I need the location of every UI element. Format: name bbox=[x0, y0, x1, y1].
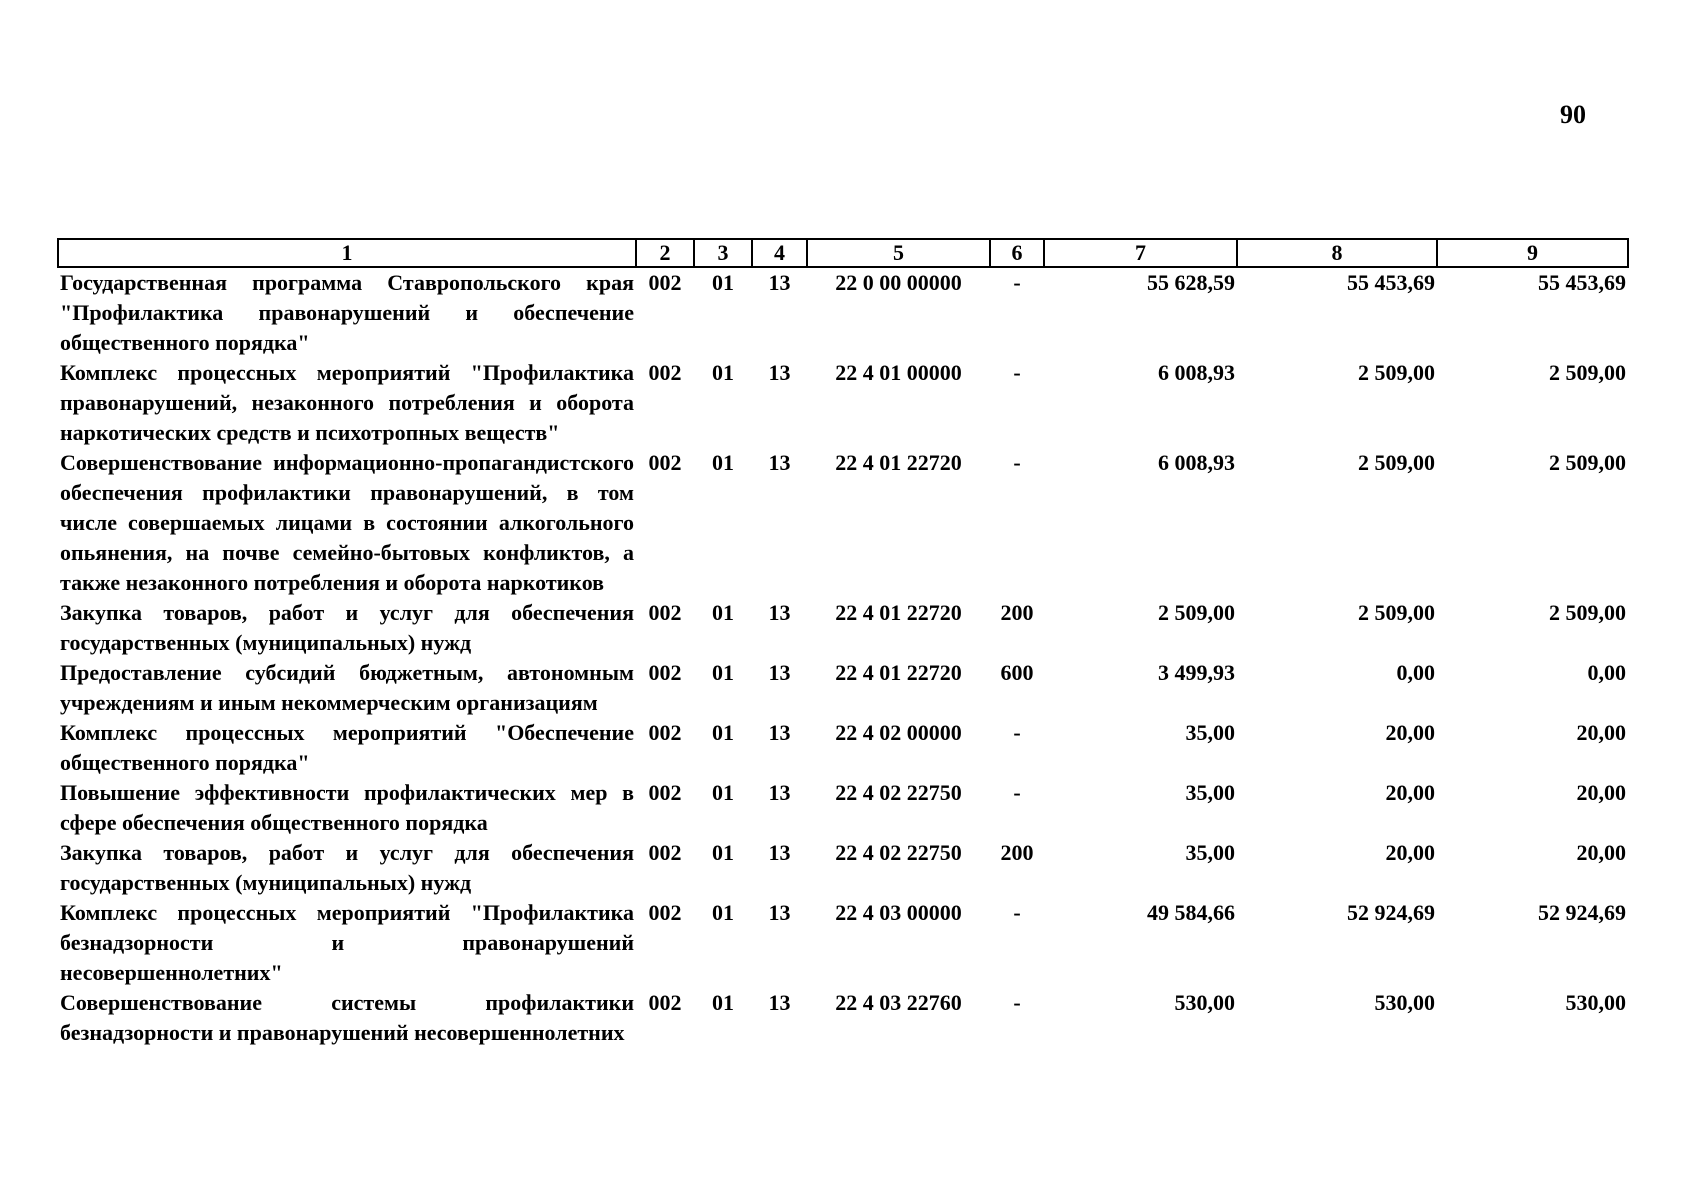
row-col-6: - bbox=[1013, 450, 1021, 475]
row-col-9: 20,00 bbox=[1576, 840, 1626, 865]
table-row bbox=[58, 898, 1628, 988]
row-name: Комплекс процессных мероприятий "Профилактика правонарушений, незаконного потребления и оборота наркотических средств и психотропных веществ" bbox=[60, 360, 634, 445]
row-col-6: - bbox=[1013, 900, 1021, 925]
row-col-6: 200 bbox=[1000, 840, 1034, 865]
row-col-9: 2 509,00 bbox=[1549, 360, 1626, 385]
row-col-8: 0,00 bbox=[1396, 660, 1435, 685]
row-col-8: 20,00 bbox=[1385, 840, 1435, 865]
row-col-9: 20,00 bbox=[1576, 780, 1626, 805]
header-col-6: 6 bbox=[990, 239, 1044, 267]
row-col-9: 530,00 bbox=[1565, 990, 1626, 1015]
row-col-3: 01 bbox=[712, 840, 734, 865]
row-col-3: 01 bbox=[712, 270, 734, 295]
row-col-7: 55 628,59 bbox=[1147, 270, 1235, 295]
row-name: Предоставление субсидий бюджетным, автономным учреждениям и иным некоммерческим организациям bbox=[60, 660, 634, 715]
header-col-5: 5 bbox=[807, 239, 990, 267]
row-col-7: 35,00 bbox=[1185, 780, 1235, 805]
table-row bbox=[58, 778, 1628, 838]
row-col-2: 002 bbox=[648, 600, 682, 625]
table-row bbox=[58, 267, 1628, 358]
row-col-4: 13 bbox=[768, 450, 791, 475]
table-row bbox=[58, 658, 1628, 718]
row-col-8: 530,00 bbox=[1374, 990, 1435, 1015]
row-col-7: 35,00 bbox=[1185, 720, 1235, 745]
row-col-5: 22 0 00 00000 bbox=[835, 270, 962, 295]
row-col-8: 2 509,00 bbox=[1358, 450, 1435, 475]
row-col-4: 13 bbox=[768, 720, 791, 745]
header-col-9: 9 bbox=[1437, 239, 1628, 267]
row-col-5: 22 4 01 00000 bbox=[835, 360, 962, 385]
row-col-6: 600 bbox=[1000, 660, 1034, 685]
row-col-6: - bbox=[1013, 990, 1021, 1015]
table-row bbox=[58, 838, 1628, 898]
row-name: Комплекс процессных мероприятий "Профилактика безнадзорности и правонарушений несовершеннолетних" bbox=[60, 900, 634, 985]
row-col-5: 22 4 01 22720 bbox=[835, 660, 962, 685]
row-col-5: 22 4 03 00000 bbox=[835, 900, 962, 925]
row-col-8: 52 924,69 bbox=[1347, 900, 1435, 925]
row-col-5: 22 4 03 22760 bbox=[835, 990, 962, 1015]
header-col-4: 4 bbox=[752, 239, 807, 267]
row-col-3: 01 bbox=[712, 450, 734, 475]
header-row bbox=[58, 239, 1628, 267]
row-col-8: 2 509,00 bbox=[1358, 600, 1435, 625]
row-col-2: 002 bbox=[648, 780, 682, 805]
budget-table bbox=[57, 238, 1629, 1048]
row-name: Закупка товаров, работ и услуг для обеспечения государственных (муниципальных) нужд bbox=[60, 600, 634, 655]
row-col-7: 530,00 bbox=[1174, 990, 1235, 1015]
row-col-4: 13 bbox=[768, 660, 791, 685]
row-col-7: 3 499,93 bbox=[1158, 660, 1235, 685]
row-col-8: 20,00 bbox=[1385, 780, 1435, 805]
row-col-7: 35,00 bbox=[1185, 840, 1235, 865]
row-col-7: 6 008,93 bbox=[1158, 360, 1235, 385]
header-col-8: 8 bbox=[1237, 239, 1437, 267]
row-col-9: 2 509,00 bbox=[1549, 450, 1626, 475]
row-col-2: 002 bbox=[648, 720, 682, 745]
row-name: Совершенствование информационно-пропагандистского обеспечения профилактики правонарушений, в том числе совершаемых лицами в состоянии алкогольного опьянения, на почве семейно-бытовых конфликтов, а также незаконного потребления и оборота наркотиков bbox=[60, 450, 634, 595]
row-col-2: 002 bbox=[648, 990, 682, 1015]
row-col-3: 01 bbox=[712, 780, 734, 805]
row-col-9: 2 509,00 bbox=[1549, 600, 1626, 625]
row-col-8: 20,00 bbox=[1385, 720, 1435, 745]
row-name: Комплекс процессных мероприятий "Обеспечение общественного порядка" bbox=[60, 720, 634, 775]
row-col-5: 22 4 01 22720 bbox=[835, 600, 962, 625]
row-col-4: 13 bbox=[768, 600, 791, 625]
row-col-2: 002 bbox=[648, 450, 682, 475]
row-col-9: 55 453,69 bbox=[1538, 270, 1626, 295]
row-col-8: 2 509,00 bbox=[1358, 360, 1435, 385]
page-number: 90 bbox=[1560, 100, 1586, 129]
row-col-8: 55 453,69 bbox=[1347, 270, 1435, 295]
row-col-5: 22 4 02 22750 bbox=[835, 840, 962, 865]
row-col-9: 0,00 bbox=[1587, 660, 1626, 685]
row-col-9: 20,00 bbox=[1576, 720, 1626, 745]
row-col-6: - bbox=[1013, 270, 1021, 295]
row-name: Закупка товаров, работ и услуг для обеспечения государственных (муниципальных) нужд bbox=[60, 840, 634, 895]
row-col-3: 01 bbox=[712, 360, 734, 385]
row-col-6: - bbox=[1013, 780, 1021, 805]
row-col-2: 002 bbox=[648, 660, 682, 685]
row-col-5: 22 4 02 22750 bbox=[835, 780, 962, 805]
row-col-4: 13 bbox=[768, 360, 791, 385]
row-col-6: - bbox=[1013, 720, 1021, 745]
header-col-7: 7 bbox=[1044, 239, 1237, 267]
table-row bbox=[58, 448, 1628, 598]
row-col-3: 01 bbox=[712, 660, 734, 685]
row-col-3: 01 bbox=[712, 990, 734, 1015]
row-col-2: 002 bbox=[648, 270, 682, 295]
row-col-4: 13 bbox=[768, 780, 791, 805]
row-col-7: 2 509,00 bbox=[1158, 600, 1235, 625]
row-col-7: 6 008,93 bbox=[1158, 450, 1235, 475]
table-row bbox=[58, 718, 1628, 778]
header-col-2: 2 bbox=[636, 239, 694, 267]
table-row bbox=[58, 358, 1628, 448]
table-row bbox=[58, 598, 1628, 658]
row-col-4: 13 bbox=[768, 840, 791, 865]
row-name: Совершенствование системы профилактики безнадзорности и правонарушений несовершеннолетних bbox=[60, 990, 634, 1045]
row-col-3: 01 bbox=[712, 600, 734, 625]
row-col-4: 13 bbox=[768, 990, 791, 1015]
row-col-6: 200 bbox=[1000, 600, 1034, 625]
header-col-3: 3 bbox=[694, 239, 752, 267]
row-col-2: 002 bbox=[648, 840, 682, 865]
row-col-9: 52 924,69 bbox=[1538, 900, 1626, 925]
table-row bbox=[58, 988, 1628, 1048]
row-col-2: 002 bbox=[648, 900, 682, 925]
header-col-1: 1 bbox=[58, 239, 636, 267]
row-col-7: 49 584,66 bbox=[1147, 900, 1235, 925]
row-name: Повышение эффективности профилактических мер в сфере обеспечения общественного порядка bbox=[60, 780, 634, 835]
row-col-3: 01 bbox=[712, 720, 734, 745]
row-col-6: - bbox=[1013, 360, 1021, 385]
row-col-5: 22 4 01 22720 bbox=[835, 450, 962, 475]
row-col-3: 01 bbox=[712, 900, 734, 925]
row-col-5: 22 4 02 00000 bbox=[835, 720, 962, 745]
row-col-4: 13 bbox=[768, 900, 791, 925]
row-name: Государственная программа Ставропольского края "Профилактика правонарушений и обеспечение общественного порядка" bbox=[60, 270, 634, 355]
row-col-2: 002 bbox=[648, 360, 682, 385]
row-col-4: 13 bbox=[768, 270, 791, 295]
